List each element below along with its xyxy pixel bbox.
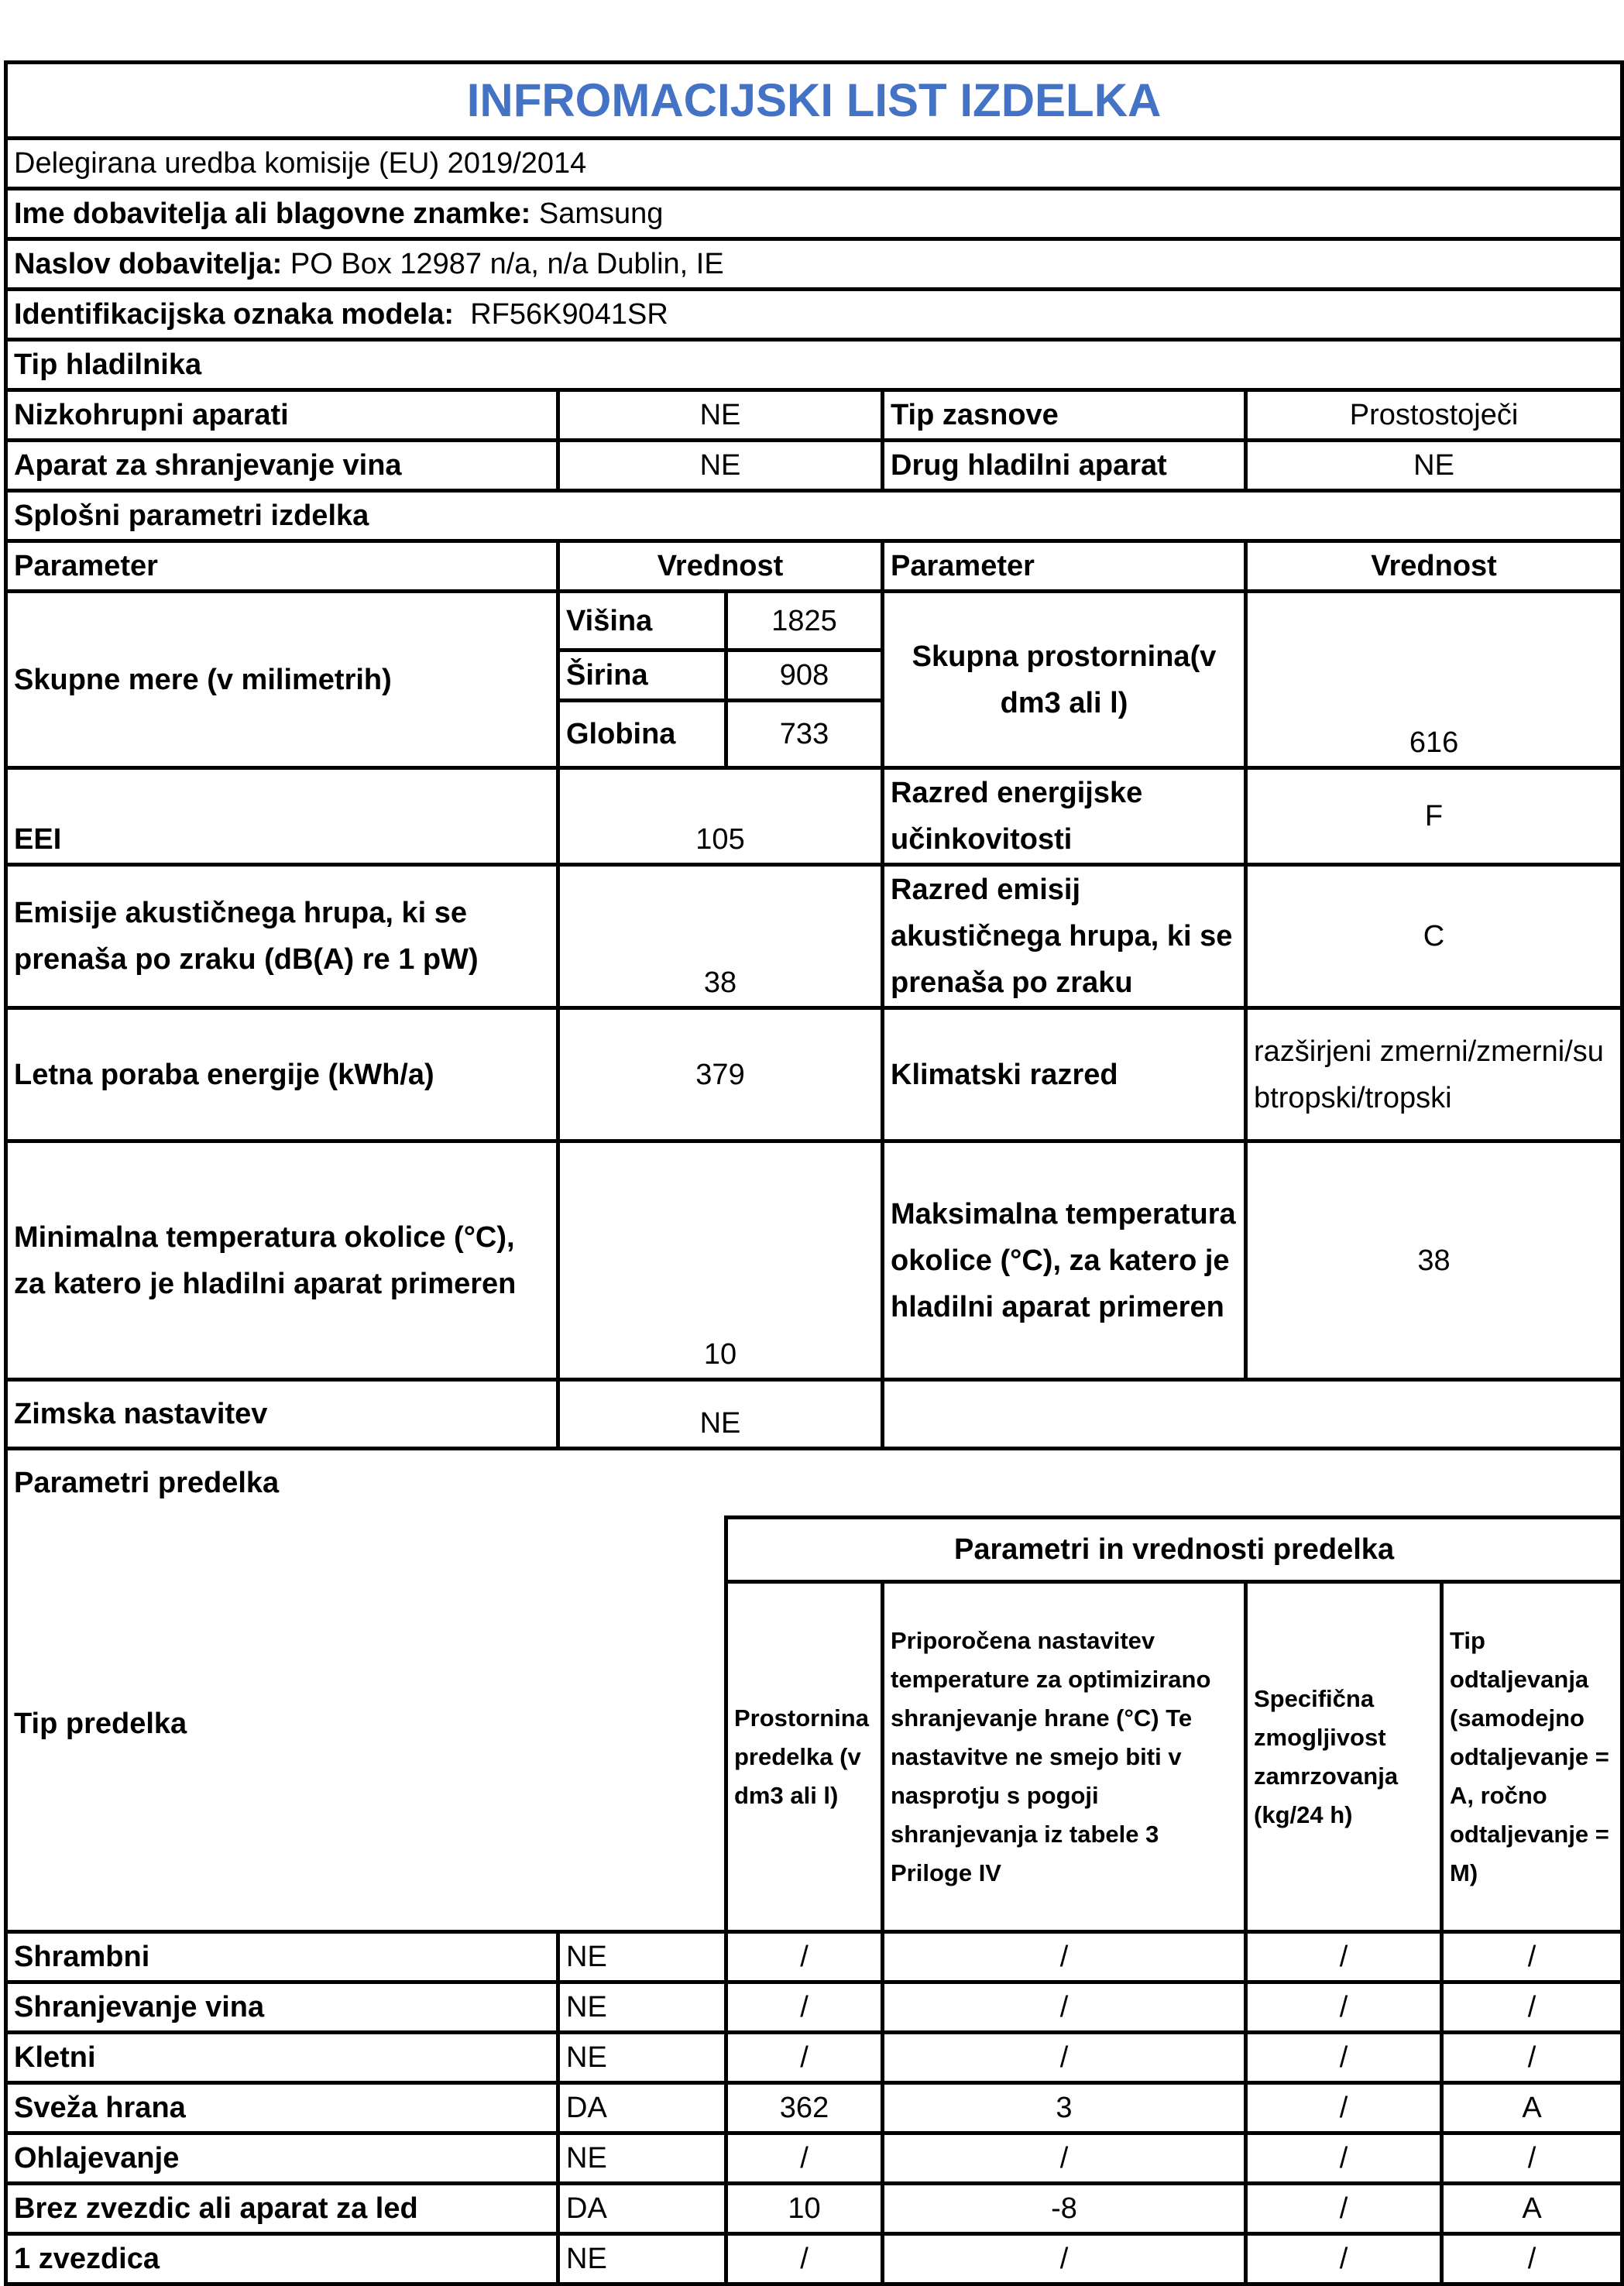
compartment-temp: /: [883, 1932, 1246, 1982]
col-parameter-left: Parameter: [6, 541, 558, 592]
fridge-type-heading: Tip hladilnika: [6, 340, 1622, 390]
address-cell: [6, 239, 1622, 290]
compartment-type: 1 zvezdica: [6, 2234, 558, 2284]
general-columns-row: [6, 541, 1622, 592]
col-compartment-volume: Prostornina predelka (v dm3 ali l): [726, 1582, 883, 1932]
noise-class-label: Razred emisij akustičnega hrupa, ki se prenaša po zraku: [883, 865, 1246, 1008]
wine-row: [6, 441, 1622, 491]
compartment-volume: /: [726, 2133, 883, 2184]
climate-class-label: Klimatski razred: [883, 1008, 1246, 1141]
col-recommended-temp: Priporočena nastavitev temperature za optimizirano shranjevanje hrane (°C) Te nastavitve ne smejo biti v nasprotju s pogoji shranjevanja iz tabele 3 Priloge IV: [883, 1582, 1246, 1932]
compartment-freezing: /: [1246, 1932, 1442, 1982]
eei-value: 105: [558, 768, 883, 865]
compartments-heading-row: [6, 1449, 1622, 1518]
compartment-row-2: [6, 2033, 1622, 2083]
compartments-heading: Parametri predelka: [6, 1449, 1622, 1518]
low-noise-value: NE: [558, 390, 883, 441]
address-row: [6, 239, 1622, 290]
compartment-volume: /: [726, 2033, 883, 2083]
dimensions-label: Skupne mere (v milimetrih): [6, 592, 558, 768]
climate-class-value: razširjeni zmerni/zmerni/subtropski/tropski: [1246, 1008, 1622, 1141]
compartment-temp: -8: [883, 2184, 1246, 2234]
other-appliance-value: NE: [1246, 441, 1622, 491]
annual-energy-row: [6, 1008, 1622, 1141]
depth-label: Globina: [558, 701, 726, 768]
compartment-temp: /: [883, 2033, 1246, 2083]
compartment-freezing: /: [1246, 2133, 1442, 2184]
compartment-defrost: A: [1442, 2083, 1622, 2133]
col-value-left: Vrednost: [558, 541, 883, 592]
depth-value: 733: [726, 701, 883, 768]
noise-value: 38: [558, 865, 883, 1008]
low-noise-row: [6, 390, 1622, 441]
compartment-freezing: /: [1246, 2184, 1442, 2234]
noise-row: [6, 865, 1622, 1008]
energy-class-label: Razred energijske učinkovitosti: [883, 768, 1246, 865]
address-value: PO Box 12987 n/a, n/a Dublin, IE: [282, 248, 724, 280]
supplier-cell: [6, 189, 1622, 239]
supplier-row: [6, 189, 1622, 239]
regulation-row: [6, 139, 1622, 189]
noise-label: Emisije akustičnega hrupa, ki se prenaša po zraku (dB(A) re 1 pW): [6, 865, 558, 1008]
max-temp-value: 38: [1246, 1141, 1622, 1380]
low-noise-label: Nizkohrupni aparati: [6, 390, 558, 441]
noise-class-value: C: [1246, 865, 1622, 1008]
compartment-temp: /: [883, 2234, 1246, 2284]
width-value: 908: [726, 650, 883, 701]
compartment-present: DA: [558, 2184, 726, 2234]
design-type-value: Prostostoječi: [1246, 390, 1622, 441]
compartment-row-3: [6, 2083, 1622, 2133]
compartment-defrost: /: [1442, 2234, 1622, 2284]
annual-energy-label: Letna poraba energije (kWh/a): [6, 1008, 558, 1141]
compartment-volume: 10: [726, 2184, 883, 2234]
general-heading-row: [6, 491, 1622, 541]
compartment-row-1: [6, 1982, 1622, 2033]
supplier-value: Samsung: [530, 197, 664, 230]
wine-storage-value: NE: [558, 441, 883, 491]
compartment-type: Ohlajevanje: [6, 2133, 558, 2184]
temperature-row: [6, 1141, 1622, 1380]
supplier-label: Ime dobavitelja ali blagovne znamke:: [14, 197, 531, 230]
compartment-present: NE: [558, 1932, 726, 1982]
annual-energy-value: 379: [558, 1008, 883, 1141]
compartment-present: NE: [558, 1982, 726, 2033]
compartment-freezing: /: [1246, 2083, 1442, 2133]
sheet-title: INFROMACIJSKI LIST IZDELKA: [6, 63, 1622, 139]
min-temp-value: 10: [558, 1141, 883, 1380]
winter-empty-cell: [883, 1380, 1622, 1449]
compartment-volume: /: [726, 1932, 883, 1982]
compartment-rows: [6, 1932, 1622, 2284]
compartment-freezing: /: [1246, 2234, 1442, 2284]
height-value: 1825: [726, 592, 883, 650]
eei-label: EEI: [6, 768, 558, 865]
compartment-type: Shranjevanje vina: [6, 1982, 558, 2033]
product-information-sheet: [4, 60, 1620, 2286]
compartment-type: Kletni: [6, 2033, 558, 2083]
compartment-type: Shrambni: [6, 1932, 558, 1982]
compartment-defrost: A: [1442, 2184, 1622, 2234]
model-row: [6, 290, 1622, 340]
compartment-present: DA: [558, 2083, 726, 2133]
col-parameter-right: Parameter: [883, 541, 1246, 592]
compartment-defrost: /: [1442, 1932, 1622, 1982]
height-label: Višina: [558, 592, 726, 650]
address-label: Naslov dobavitelja:: [14, 248, 283, 280]
compartment-defrost: /: [1442, 1982, 1622, 2033]
eei-row: [6, 768, 1622, 865]
total-volume-label: Skupna prostornina(v dm3 ali l): [883, 592, 1246, 768]
col-value-right: Vrednost: [1246, 541, 1622, 592]
col-freezing-capacity: Specifična zmogljivost zamrzovanja (kg/24 h): [1246, 1582, 1442, 1932]
winter-row: [6, 1380, 1622, 1449]
energy-class-value: F: [1246, 768, 1622, 865]
compartment-temp: 3: [883, 2083, 1246, 2133]
compartment-row-5: [6, 2184, 1622, 2234]
max-temp-label: Maksimalna temperatura okolice (°C), za katero je hladilni aparat primeren: [883, 1141, 1246, 1380]
compartment-volume: /: [726, 2234, 883, 2284]
compartments-group-row: [6, 1518, 1622, 1582]
regulation-text: Delegirana uredba komisije (EU) 2019/2014: [6, 139, 1622, 189]
design-type-label: Tip zasnove: [883, 390, 1246, 441]
model-cell: [6, 290, 1622, 340]
min-temp-label: Minimalna temperatura okolice (°C), za katero je hladilni aparat primeren: [6, 1141, 558, 1380]
compartment-volume: 362: [726, 2083, 883, 2133]
model-label: Identifikacijska oznaka modela:: [14, 298, 455, 331]
info-table: [4, 60, 1624, 2286]
col-defrost-type: Tip odtaljevanja (samodejno odtaljevanje = A, ročno odtaljevanje = M): [1442, 1582, 1622, 1932]
compartment-temp: /: [883, 1982, 1246, 2033]
winter-setting-label: Zimska nastavitev: [6, 1380, 558, 1449]
width-label: Širina: [558, 650, 726, 701]
compartment-present: NE: [558, 2133, 726, 2184]
compartment-defrost: /: [1442, 2033, 1622, 2083]
col-compartment-type: Tip predelka: [6, 1518, 726, 1932]
other-appliance-label: Drug hladilni aparat: [883, 441, 1246, 491]
compartment-defrost: /: [1442, 2133, 1622, 2184]
compartment-present: NE: [558, 2234, 726, 2284]
compartment-type: Sveža hrana: [6, 2083, 558, 2133]
winter-setting-value: NE: [558, 1380, 883, 1449]
compartment-row-0: [6, 1932, 1622, 1982]
compartment-freezing: /: [1246, 1982, 1442, 2033]
title-row: [6, 63, 1622, 139]
wine-storage-label: Aparat za shranjevanje vina: [6, 441, 558, 491]
compartment-temp: /: [883, 2133, 1246, 2184]
compartment-present: NE: [558, 2033, 726, 2083]
compartment-row-6: [6, 2234, 1622, 2284]
compartments-group-header: Parametri in vrednosti predelka: [726, 1518, 1622, 1582]
compartment-row-4: [6, 2133, 1622, 2184]
model-value: RF56K9041SR: [454, 298, 668, 331]
dimensions-row-height: [6, 592, 1622, 650]
compartment-volume: /: [726, 1982, 883, 2033]
compartment-type: Brez zvezdic ali aparat za led: [6, 2184, 558, 2234]
total-volume-value: 616: [1246, 592, 1622, 768]
general-heading: Splošni parametri izdelka: [6, 491, 1622, 541]
compartment-freezing: /: [1246, 2033, 1442, 2083]
fridge-type-heading-row: [6, 340, 1622, 390]
